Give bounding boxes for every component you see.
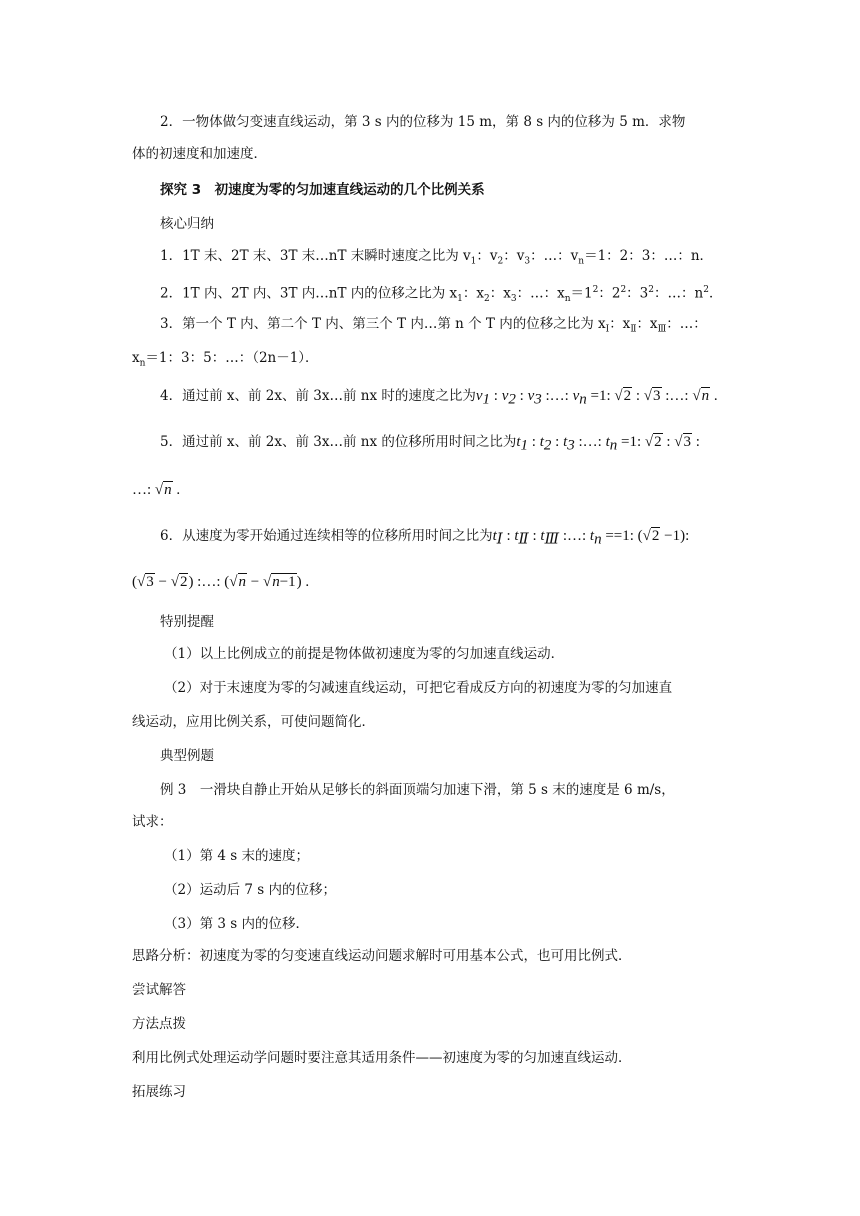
ratio-6-line-2: (√3 − √2) :…: (√n − √n−1) . [132,574,310,590]
example-3-line-2: 试求： [132,814,173,830]
practice-label: 拓展练习 [132,1084,186,1100]
ratio-5-line-2: …: √n . [132,482,181,498]
section-heading: 探究 3 初速度为零的匀加速直线运动的几个比例关系 [160,182,485,198]
method-text: 利用比例式处理运动学问题时要注意其适用条件——初速度为零的匀加速直线运动． [132,1050,632,1066]
core-summary-label: 核心归纳 [160,216,214,232]
ratio-4: 4．通过前 x、前 2x、前 3x…前 nx 时的速度之比为$v_1$ : $v_2$ : $v_3$ :…: $v_n =1$: √2 : √3 :…: √n . [160,388,718,408]
ratio-2: 2．1T 内、2T 内、3T 内…nT 内的位移之比为 $x_1$：$x_2$：$x_3$：…：$x_n=1^2$：$2^2$：$3^2$：…：$n^2$． [160,285,723,305]
special-note-label: 特别提醒 [160,614,214,630]
analysis-text: 思路分析：初速度为零的匀变速直线运动问题求解时可用基本公式，也可用比例式． [132,948,632,964]
ratio-3-line-2: $x_n=1$：3：5：…：（2n－1）． [132,350,319,369]
method-label: 方法点拨 [132,1016,186,1032]
problem-2-line-2: 体的初速度和加速度． [132,146,267,162]
ratio-1: 1．1T 末、2T 末、3T 末…nT 末瞬时速度之比为 $v_1$：$v_2$：$v_3$：…：$v_n=1$：2：3：…：n． [160,248,714,267]
special-note-2-line-1: （2）对于末速度为零的匀减速直线运动，可把它看成反方向的初速度为零的匀加速直 [164,680,673,696]
example-3-line-1: 例 3 一滑块自静止开始从足够长的斜面顶端匀加速下滑，第 5 s 末的速度是 6 m/s， [160,782,675,798]
special-note-2-line-2: 线运动，应用比例关系，可使问题简化． [132,714,375,730]
ratio-5-line-1: 5．通过前 x、前 2x、前 3x…前 nx 的位移所用时间之比为$t_1$ : $t_2$ : $t_3$ :…: $t_n =1$: √2 : √3 : [160,434,700,454]
ratio-3-line-1: 3．第一个 T 内、第二个 T 内、第三个 T 内…第 n 个 T 内的位移之比为 $x_Ⅰ$：$x_Ⅱ$：$x_Ⅲ$：…： [160,316,707,335]
example-3-part-3: （3）第 3 s 内的位移． [164,916,309,932]
problem-2-line-1: 2．一物体做匀变速直线运动，第 3 s 内的位移为 15 m，第 8 s 内的位移为 5 m．求物 [160,114,686,130]
attempt-label: 尝试解答 [132,982,186,998]
typical-example-label: 典型例题 [160,748,214,764]
ratio-6-line-1: 6．从速度为零开始通过连续相等的位移所用时间之比为$t_Ⅰ$ : $t_Ⅱ$ : $t_Ⅲ$ :…: $t_n ==1$: (√2 −1): [160,528,690,548]
example-3-part-1: （1）第 4 s 末的速度； [164,848,309,864]
example-3-part-2: （2）运动后 7 s 内的位移； [164,882,336,898]
special-note-1: （1）以上比例成立的前提是物体做初速度为零的匀加速直线运动． [164,646,565,662]
